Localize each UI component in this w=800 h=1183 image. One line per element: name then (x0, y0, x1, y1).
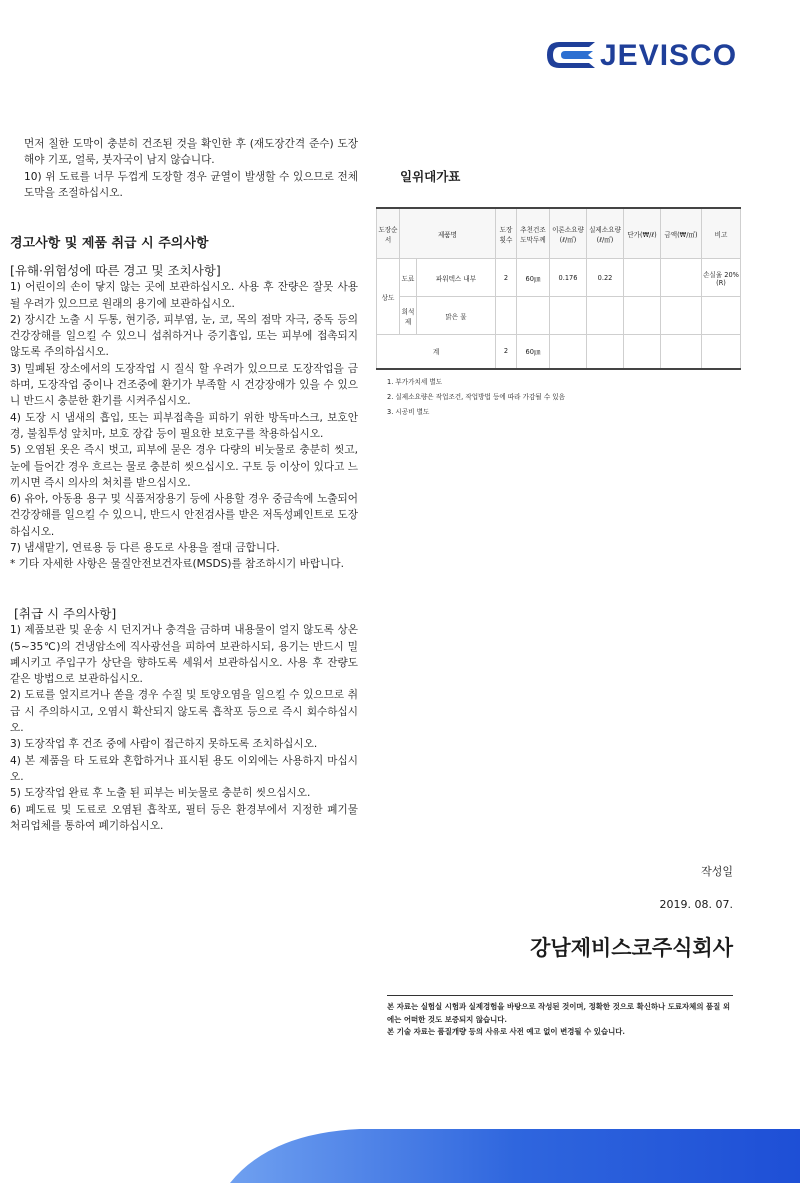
divider (387, 995, 733, 996)
empty-cell (587, 335, 624, 369)
empty-cell (661, 335, 702, 369)
actual-cell (587, 297, 624, 335)
note-item: 3. 시공비 별도 (387, 408, 430, 416)
sub-cell: 도료 (400, 259, 417, 297)
sub-cell: 희석제 (400, 297, 417, 335)
note-item: 1. 부가가치세 별도 (387, 378, 443, 386)
empty-cell (702, 335, 741, 369)
intro-paragraph: 10) 위 도료를 너무 두껍게 도장할 경우 균열이 발생할 수 있으므로 전체도막을 조절하십시오. (24, 170, 358, 199)
handling-section (10, 606, 358, 834)
amount-cell (661, 297, 702, 335)
header-cell: 단가(₩/ℓ) (624, 208, 661, 259)
handling-title: [취급 시 주의사항] (14, 606, 117, 621)
hazard-section (10, 263, 358, 573)
unit-price-cell (624, 259, 661, 297)
total-coats-cell: 2 (496, 335, 517, 369)
hazard-item: 2) 장시간 노출 시 두통, 현기증, 피부염, 눈, 코, 목의 점막 자극, 중독 등의 건강장해를 일으킬 수 있으니 섭취하거나 증기흡입, 또는 피부에 접촉되지 않도록 주의하십시오. (10, 313, 358, 359)
product-cell: 맑은 물 (417, 297, 496, 335)
disclaimer (387, 1001, 733, 1039)
hazard-item: 7) 냄새맡기, 연료용 등 다른 용도로 사용을 절대 금합니다. (10, 542, 280, 555)
coats-cell (496, 297, 517, 335)
theory-cell: 0.176 (550, 259, 587, 297)
handling-item: 5) 도장작업 완료 후 노출 된 피부는 비눗물로 충분히 씻으십시오. (10, 787, 311, 800)
handling-item: 3) 도장작업 후 건조 중에 사람이 접근하지 못하도록 조치하십시오. (10, 738, 318, 751)
header-cell: 실제소요량(ℓ/㎡) (587, 208, 624, 259)
jevisco-logo (545, 38, 745, 74)
handling-item: 2) 도료를 엎지르거나 쏟을 경우 수질 및 토양오염을 일으킬 수 있으므로 취급 시 주의하시고, 오염시 확산되지 않도록 흡착포 등으로 즉시 회수하십시오. (10, 689, 358, 735)
unit-price-cell (624, 297, 661, 335)
header-cell: 비고 (702, 208, 741, 259)
table-header-row (377, 208, 741, 259)
header-cell: 도장순서 (377, 208, 400, 259)
cost-table (376, 207, 741, 370)
total-row (377, 335, 741, 369)
hazard-item: 5) 오염된 옷은 즉시 벗고, 피부에 묻은 경우 다량의 비눗물로 충분히 씻고, 눈에 들어간 경우 흐르는 물로 충분히 씻으십시오. 구토 등 이상이 있다고 느끼시면 즉시 의사의 처치를 받으십시오. (10, 444, 358, 489)
hazard-item: 4) 도장 시 냄새의 흡입, 또는 피부접촉을 피하기 위한 방독마스크, 보호안경, 불침투성 앞치마, 보호 장갑 등이 필요한 보호구를 착용하십시오. (10, 411, 358, 440)
header-cell: 추천건조도막두께 (517, 208, 550, 259)
disclaimer-line: 본 기술 자료는 품질개량 등의 사유로 사전 예고 없이 변경될 수 있습니다. (387, 1027, 625, 1036)
header-cell: 이론소요량(ℓ/㎡) (550, 208, 587, 259)
intro-paragraph: 먼저 칠한 도막이 충분히 건조된 것을 확인한 후 (재도장간격 준수) 도장해야 기포, 얼룩, 붓자국이 남지 않습니다. (24, 138, 358, 167)
date-value: 2019. 08. 07. (659, 898, 733, 911)
handling-item: 1) 제품보관 및 운송 시 던지거나 충격을 금하며 내용물이 얼지 않도록 상온(5~35℃)의 건냉암소에 직사광선을 피하여 보관하시되, 용기는 반드시 밀폐시키고 주입구가 상단을 향하도록 세워서 보관하십시오. 사용 후 잔량도 같은 방법으로 보관하십시오. (10, 624, 358, 686)
table-row (377, 297, 741, 335)
header-cell: 제품명 (400, 208, 496, 259)
company-name: 강남제비스코주식회사 (530, 936, 733, 960)
amount-cell (661, 259, 702, 297)
note-cell (702, 297, 741, 335)
empty-cell (624, 335, 661, 369)
hazard-title: [유해·위험성에 따른 경고 및 조치사항] (10, 263, 221, 278)
header-cell: 도장횟수 (496, 208, 517, 259)
intro-text (10, 136, 358, 201)
logo-wordmark: JEVISCO (600, 39, 738, 72)
group-cell: 상도 (377, 259, 400, 335)
thickness-cell: 60㎛ (517, 259, 550, 297)
actual-cell: 0.22 (587, 259, 624, 297)
total-thickness-cell: 60㎛ (517, 335, 550, 369)
hazard-item: 1) 어린이의 손이 닿지 않는 곳에 보관하십시오. 사용 후 잔량은 잘못 사용될 우려가 있으므로 원래의 용기에 보관하십시오. (10, 281, 358, 310)
date-label: 작성일 (701, 865, 733, 878)
total-label-cell: 계 (377, 335, 496, 369)
hazard-item: * 기타 자세한 사항은 물질안전보건자료(MSDS)를 참조하시기 바랍니다. (10, 558, 344, 571)
disclaimer-line: 본 자료는 실험실 시험과 실제경험을 바탕으로 작성된 것이며, 정확한 것으로 확신하나 도료자체의 품질 외에는 어떠한 것도 보증되지 않습니다. (387, 1002, 731, 1024)
hazard-item: 3) 밀폐된 장소에서의 도장작업 시 질식 할 우려가 있으므로 도장작업을 금하며, 도장작업 중이나 건조중에 환기가 부족할 시 건강장애가 있을 수 있으니 반드시 충분한 환기를 시켜주십시오. (10, 362, 358, 408)
jevisco-logo-icon (545, 38, 597, 72)
footer-band (0, 1125, 800, 1183)
header-cell: 금액(₩/㎡) (661, 208, 702, 259)
note-cell: 손실율 20%(R) (702, 259, 741, 297)
coats-cell: 2 (496, 259, 517, 297)
warning-section-title: 경고사항 및 제품 취급 시 주의사항 (10, 236, 209, 251)
handling-item: 4) 본 제품을 타 도료와 혼합하거나 표시된 용도 이외에는 사용하지 마십시오. (10, 754, 358, 783)
note-item: 2. 실제소요량은 작업조건, 작업방법 등에 따라 가감될 수 있음 (387, 393, 566, 401)
hazard-item: 6) 유아, 아동용 용구 및 식품저장용기 등에 사용할 경우 중금속에 노출되어 건강장해를 일으킬 수 있으니, 반드시 안전검사를 받은 저독성페인트로 도장하십시오. (10, 493, 358, 538)
handling-item: 6) 폐도료 및 도료로 오염된 흡착포, 필터 등은 환경부에서 지정한 폐기물 처리업체를 통하여 폐기하십시오. (10, 803, 358, 832)
theory-cell (550, 297, 587, 335)
cost-table-notes (387, 375, 565, 420)
empty-cell (550, 335, 587, 369)
thickness-cell (517, 297, 550, 335)
product-cell: 파워텍스 내부 (417, 259, 496, 297)
cost-table-title: 일위대가표 (400, 169, 461, 184)
table-row (377, 259, 741, 297)
